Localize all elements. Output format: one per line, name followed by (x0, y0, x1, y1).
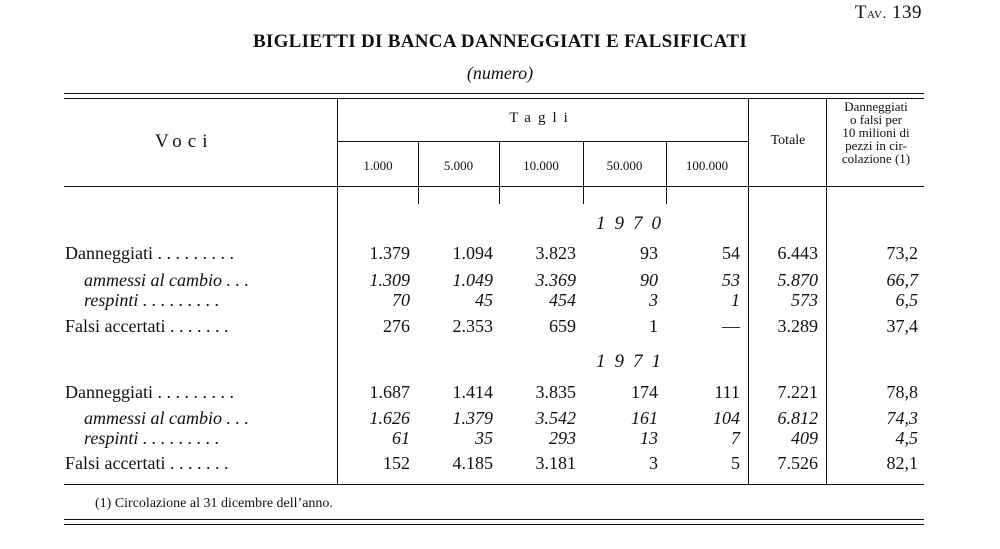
cell-value: 35 (475, 428, 493, 448)
row-label: respinti . . . . . . . . . (84, 290, 220, 310)
row-label: ammessi al cambio . . . (84, 270, 249, 290)
table-bottom-rule (64, 484, 924, 485)
voci-header: Voci (155, 131, 214, 152)
header-line: o falsi per (850, 112, 902, 127)
table-row (0, 270, 1000, 292)
column-header: 5.000 (443, 158, 474, 173)
cell-value: 6.812 (777, 408, 818, 428)
cell-value: 37,4 (886, 316, 918, 336)
column-header: 10.000 (523, 158, 559, 173)
cell-value: 73,2 (886, 243, 918, 263)
table-row (0, 453, 1000, 475)
cell-value: 1.094 (452, 243, 493, 263)
table-row (0, 316, 1000, 338)
table-row (0, 382, 1000, 404)
year-heading: 1971 (596, 351, 670, 372)
cell-value: 1.309 (369, 270, 410, 290)
cell-value: 1.049 (452, 270, 493, 290)
cell-value: 409 (791, 428, 818, 448)
cell-value: 3.542 (535, 408, 576, 428)
cell-value: 1.379 (452, 408, 493, 428)
cell-value: 3.289 (777, 316, 818, 336)
tagli-header: Tagli (509, 110, 575, 126)
cell-value: 7 (731, 428, 740, 448)
cell-value: 7.526 (777, 453, 818, 473)
cell-value: 659 (549, 316, 576, 336)
cell-value: 53 (722, 270, 740, 290)
row-label: Falsi accertati . . . . . . . (65, 453, 229, 473)
cell-value: 4,5 (895, 428, 918, 448)
bottom-rule-1 (64, 519, 924, 520)
cell-value: 66,7 (886, 270, 918, 290)
header-line: Danneggiati (844, 99, 908, 114)
cell-value: 1.687 (369, 382, 410, 402)
cell-value: 293 (549, 428, 576, 448)
cell-value: 6.443 (777, 243, 818, 263)
top-rule-1 (64, 93, 924, 94)
cell-value: 152 (383, 453, 410, 473)
cell-value: 104 (713, 408, 740, 428)
cell-value: 3 (649, 290, 658, 310)
cell-value: 1.379 (369, 243, 410, 263)
row-label: Falsi accertati . . . . . . . (65, 316, 229, 336)
cell-value: 1.626 (369, 408, 410, 428)
cell-value: 90 (640, 270, 658, 290)
cell-value: 3.369 (535, 270, 576, 290)
cell-value: 3.823 (535, 243, 576, 263)
column-header: 50.000 (606, 158, 643, 173)
cell-value: 13 (640, 428, 658, 448)
top-rule-2 (64, 98, 924, 99)
cell-value: 573 (791, 290, 818, 310)
footnote: (1) Circolazione al 31 dicembre dell’anno. (95, 496, 333, 511)
cell-value: 276 (383, 316, 410, 336)
cell-value: 7.221 (777, 382, 818, 402)
cell-value: 5.870 (777, 270, 818, 290)
cell-value: 78,8 (886, 382, 918, 402)
table-number-prefix-rest: av. (867, 6, 887, 22)
danneggiati-per-10m-header (826, 100, 926, 165)
cell-value: — (722, 316, 740, 336)
cell-value: 3.181 (535, 453, 576, 473)
cell-value: 111 (714, 382, 740, 402)
cell-value: 5 (731, 453, 740, 473)
cell-value: 1.414 (452, 382, 493, 402)
table-number-prefix: T (854, 2, 868, 23)
header-line: colazione (1) (841, 151, 911, 166)
cell-value: 93 (640, 243, 658, 263)
row-label: respinti . . . . . . . . . (84, 428, 220, 448)
cell-value: 2.353 (452, 316, 493, 336)
table-row (0, 428, 1000, 450)
header-line: pezzi in cir- (845, 138, 907, 153)
row-label: ammessi al cambio . . . (84, 408, 249, 428)
cell-value: 82,1 (886, 453, 918, 473)
cell-value: 3 (649, 453, 658, 473)
cell-value: 6,5 (895, 290, 918, 310)
header-rule (64, 186, 924, 187)
year-heading: 1970 (596, 213, 670, 234)
page-subtitle: (numero) (466, 63, 534, 83)
cell-value: 454 (549, 290, 576, 310)
row-label: Danneggiati . . . . . . . . . (65, 243, 234, 263)
row-label: Danneggiati . . . . . . . . . (65, 382, 234, 402)
table-row (0, 408, 1000, 430)
table-row (0, 243, 1000, 265)
cell-value: 174 (631, 382, 658, 402)
cell-value: 1 (731, 290, 740, 310)
column-header: 100.000 (685, 158, 729, 173)
cell-value: 45 (475, 290, 493, 310)
table-number (855, 2, 922, 24)
header-line: 10 milioni di (842, 125, 910, 140)
cell-value: 4.185 (452, 453, 493, 473)
cell-value: 1 (649, 316, 658, 336)
cell-value: 70 (392, 290, 410, 310)
cell-value: 161 (631, 408, 658, 428)
cell-value: 54 (722, 243, 740, 263)
cell-value: 3.835 (535, 382, 576, 402)
page-title: BIGLIETTI DI BANCA DANNEGGIATI E FALSIFICATI (252, 31, 748, 52)
table-number-value: 139 (892, 2, 922, 23)
tagli-rule (338, 141, 748, 142)
cell-value: 74,3 (886, 408, 918, 428)
column-header: 1.000 (363, 158, 393, 173)
bottom-rule-2 (64, 524, 924, 525)
table-row (0, 290, 1000, 312)
cell-value: 61 (392, 428, 410, 448)
totale-header: Totale (770, 133, 806, 148)
